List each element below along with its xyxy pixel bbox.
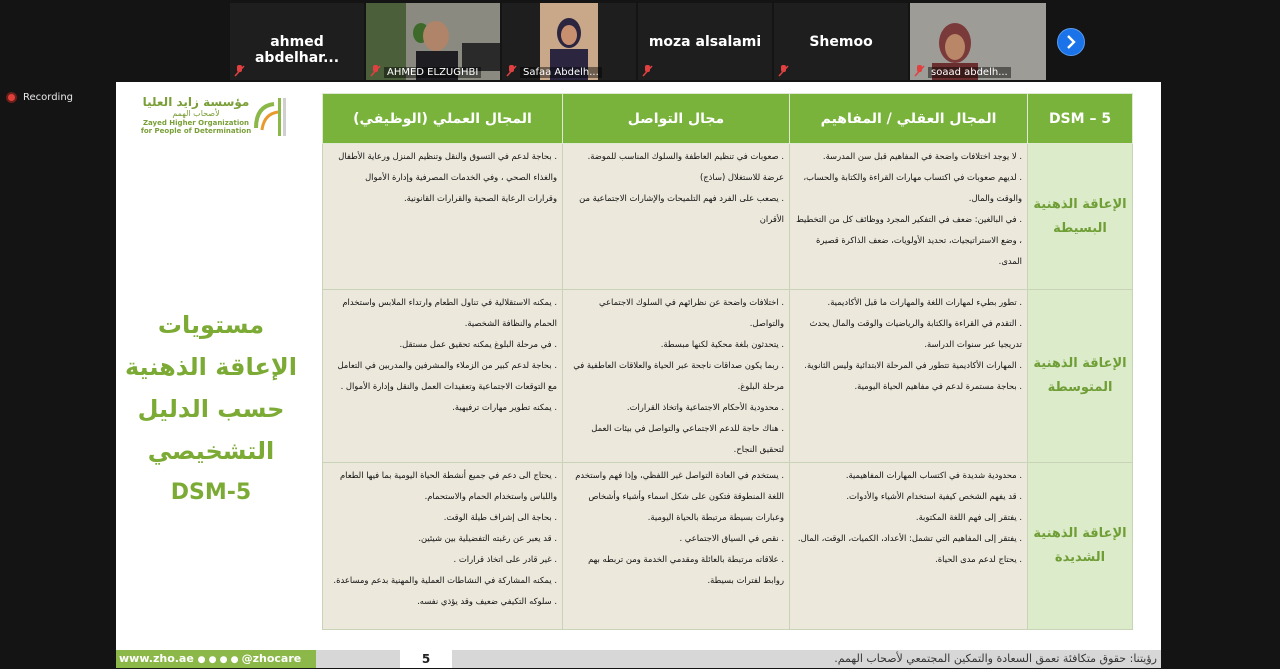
recording-label: Recording <box>23 92 74 103</box>
cell-communication: . يستخدم في العادة التواصل غير اللفظي، وإذا فهم واستخدم اللغة المنطوقة فتكون على شكل اسماء وأشياء وأشخاص وعبارات بسيطة مرتبطة بالحياة اليومية. . نقص في السياق الاجتماعي . . علاقاته مرتبطة بالعائلة ومقدمي الخدمة ومن تربطه بهم روابط لفترات بسيطة. <box>563 463 790 630</box>
logo-english-line1: Zayed Higher Organization <box>142 119 250 127</box>
muted-mic-icon <box>370 65 381 77</box>
zho-logo <box>134 96 304 142</box>
social-icons: ● ● ● ● <box>197 655 242 665</box>
table-header-communication: مجال التواصل <box>563 94 790 144</box>
participant-name: ahmed abdelhar... <box>254 34 340 66</box>
side-title-line: حسب الدليل <box>137 395 285 423</box>
logo-arabic-line1: مؤسسة زايد العليا <box>142 95 250 109</box>
cell-conceptual: . لا يوجد اختلافات واضحة في المفاهيم قبل سن المدرسة. . لديهم صعوبات في اكتساب مهارات القراءة والكتابة والحساب، والوقت والمال. . في البالغين: ضعف في التفكير المجرد ووظائف كل من التخطيط ، وضع الاستراتيجيات، تحديد الأولويات، ضعف الذاكرة قصيرة المدى. <box>790 144 1028 290</box>
participant-tile[interactable] <box>910 3 1046 80</box>
participant-name: Shemoo <box>809 34 873 50</box>
slide-side-title <box>116 304 306 514</box>
footer-handle: @zhocare <box>241 652 302 665</box>
cell-practical: . يحتاج الى دعم في جميع أنشطة الحياة اليومية بما فيها الطعام واللباس واستخدام الحمام والاستحمام. . بحاجة الى إشراف طيلة الوقت. . قد يعبر عن رغبته التفضيلية بين شيئين. . غير قادر على اتخاذ قرارات . . يمكنه المشاركة في النشاطات العملية والمهنية بدعم ومساعدة. . سلوكه التكيفي ضعيف وقد يؤذي نفسه. <box>323 463 563 630</box>
recording-dot-icon <box>6 92 17 103</box>
slide-footer <box>116 650 1161 668</box>
participant-name: Safaa Abdelh... <box>520 67 602 78</box>
side-title-line: التشخيصي <box>147 437 275 465</box>
table-row <box>323 290 1133 463</box>
footer-vision: رؤيتنا: حقوق متكافئة تعمق السعادة والتمكين المجتمعي لأصحاب الهمم. <box>834 652 1157 665</box>
page-number: 5 <box>400 650 452 668</box>
participant-tile[interactable] <box>774 3 908 80</box>
side-title-line: الإعاقة الذهنية <box>124 353 298 381</box>
cell-practical: . يمكنه الاستقلالية في تناول الطعام وارتداء الملابس واستخدام الحمام والنظافة الشخصية. . في مرحلة البلوغ يمكنه تحقيق عمل مستقل. . بحاجة لدعم كبير من الزملاء والمشرفين والمدربين في التعامل مع التوقعات الاجتماعية وتعقيدات العمل والنقل وإدارة الأموال . . يمكنه تطوير مهارات ترفيهية. <box>323 290 563 463</box>
row-level-severe: الإعاقة الذهنية الشديدة <box>1028 463 1133 630</box>
participant-tile[interactable] <box>638 3 772 80</box>
side-title-dsm: DSM-5 <box>170 480 252 505</box>
muted-mic-icon <box>506 65 517 77</box>
logo-arabic-line2: لأصحاب الهمم <box>172 109 220 118</box>
participant-tile[interactable] <box>366 3 500 80</box>
participant-name: AHMED ELZUGHBI <box>384 67 481 78</box>
muted-mic-icon <box>234 65 245 77</box>
footer-website: www.zho.ae <box>119 652 194 665</box>
muted-mic-icon <box>914 65 925 77</box>
recording-indicator[interactable] <box>6 92 73 103</box>
participant-name: moza alsalami <box>648 34 762 50</box>
muted-mic-icon <box>778 65 789 77</box>
muted-mic-icon <box>642 65 653 77</box>
table-row <box>323 463 1133 630</box>
shared-slide <box>116 82 1161 668</box>
table-header-dsm: DSM – 5 <box>1028 94 1133 144</box>
logo-mark-icon <box>252 98 286 136</box>
cell-conceptual: . تطور بطيء لمهارات اللغة والمهارات ما قبل الأكاديمية. . التقدم في القراءة والكتابة والرياضيات والوقت والمال يحدث تدريجيا عبر سنوات الدراسة. . المهارات الأكاديمية تتطور في المرحلة الابتدائية وليس الثانوية. . بحاجة مستمرة لدعم في مفاهيم الحياة اليومية. <box>790 290 1028 463</box>
row-level-moderate: الإعاقة الذهنية المتوسطة <box>1028 290 1133 463</box>
cell-practical: . بحاجة لدعم في التسوق والنقل وتنظيم المنزل ورعاية الأطفال والغذاء الصحي ، وفي الخدمات المصرفية وإدارة الأموال وقرارات الرعاية الصحية والقرارات القانونية. <box>323 144 563 290</box>
table-header-practical: المجال العملي (الوظيفي) <box>323 94 563 144</box>
row-level-mild: الإعاقة الذهنية البسيطة <box>1028 144 1133 290</box>
side-title-line: مستويات <box>157 311 265 339</box>
chevron-right-icon <box>1065 35 1077 49</box>
cell-communication: . اختلافات واضحة عن نظرائهم في السلوك الاجتماعي والتواصل. . يتحدثون بلغة محكية لكنها مبسطة. . ربما يكون صداقات ناجحة عبر الحياة والعلاقات العاطفية في مرحلة البلوغ. . محدودية الأحكام الاجتماعية واتخاذ القرارات. . هناك حاجة للدعم الاجتماعي والتواصل في بيئات العمل لتحقيق النجاح. <box>563 290 790 463</box>
participant-name: soaad abdelh... <box>928 67 1011 78</box>
cell-conceptual: . محدودية شديدة في اكتساب المهارات المفاهيمية. . قد يفهم الشخص كيفية استخدام الأشياء والأدوات. . يفتقر إلى فهم اللغة المكتوبة. . يفتقر إلى المفاهيم التي تشمل: الأعداد، الكميات، الوقت، المال. . يحتاج لدعم مدى الحياة. <box>790 463 1028 630</box>
logo-english-line2: for People of Determination <box>140 127 252 135</box>
cell-communication: . صعوبات في تنظيم العاطفة والسلوك المناسب للموضة. عرضة للاستغلال (ساذج) . يصعب على الفرد فهم التلميحات والإشارات الاجتماعية من الأقران <box>563 144 790 290</box>
footer-website-bar <box>116 650 316 668</box>
participant-strip <box>0 0 1280 82</box>
table-row <box>323 144 1133 290</box>
next-participants-button[interactable] <box>1057 28 1085 56</box>
dsm5-levels-table <box>322 93 1133 630</box>
table-header-conceptual: المجال العقلي / المفاهيم <box>790 94 1028 144</box>
participant-tile[interactable] <box>230 3 364 80</box>
participant-tile[interactable] <box>502 3 636 80</box>
